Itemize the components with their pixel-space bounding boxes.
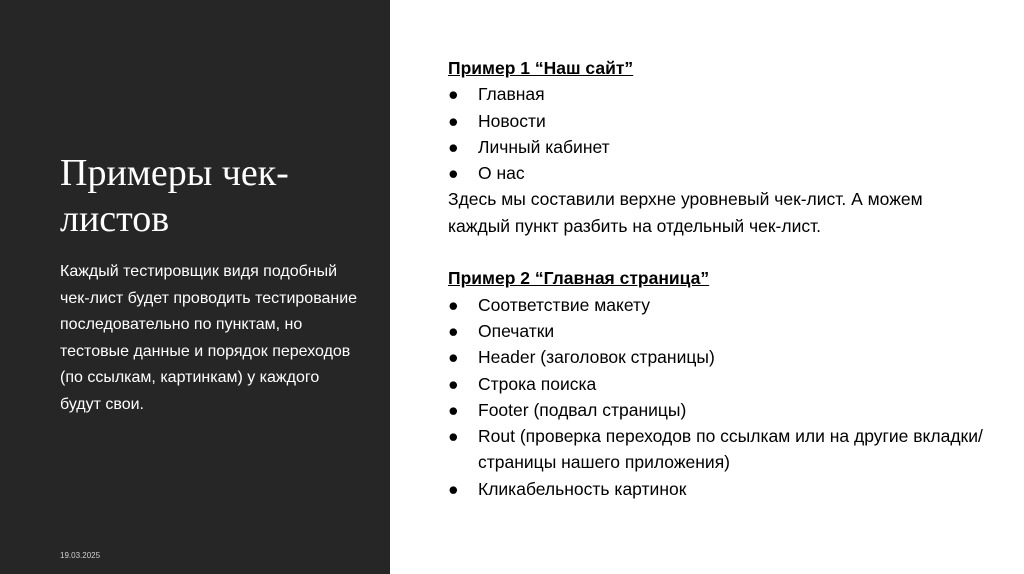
list-item xyxy=(448,108,988,134)
content-panel xyxy=(448,55,988,502)
list-item-label: Строка поиска xyxy=(478,373,597,394)
list-item-label: Личный кабинет xyxy=(478,136,610,157)
list-item xyxy=(448,134,988,160)
list-item-label: Footer (подвал страницы) xyxy=(478,399,687,420)
slide-date: 19.03.2025 xyxy=(60,551,101,560)
bullet-icon: ● xyxy=(448,478,459,499)
bullet-icon: ● xyxy=(448,294,459,315)
bullet-icon: ● xyxy=(448,84,459,105)
slide-description: Каждый тестировщик видя подобный чек-лист будет проводить тестирование последовательно по пунктам, но тестовые данные и порядок переходов (по ссылкам, картинкам) у каждого будут свои. xyxy=(60,263,358,413)
list-item-label: Главная xyxy=(478,84,545,105)
list-item xyxy=(448,476,988,502)
example-1-note: Здесь мы составили верхне уровневый чек-лист. А можем каждый пункт разбить на отдельный чек-лист. xyxy=(448,189,923,236)
list-item-label: Соответствие макету xyxy=(478,294,650,315)
list-item-label: Опечатки xyxy=(478,320,555,341)
list-item-label: Header (заголовок страницы) xyxy=(478,347,715,368)
list-item-label: Новости xyxy=(478,110,546,131)
bullet-icon: ● xyxy=(448,399,459,420)
bullet-icon: ● xyxy=(448,373,459,394)
list-item xyxy=(448,160,988,186)
bullet-icon: ● xyxy=(448,426,459,447)
list-item xyxy=(448,318,988,344)
left-panel xyxy=(0,0,390,574)
list-item xyxy=(448,81,988,107)
slide-title xyxy=(60,150,380,242)
list-item-label: О нас xyxy=(478,163,525,184)
list-item xyxy=(448,423,988,476)
example-1-list xyxy=(448,81,988,186)
slide-title-line-1: Примеры чек- xyxy=(60,152,289,194)
list-item xyxy=(448,371,988,397)
list-item xyxy=(448,292,988,318)
list-item-label: Rout (проверка переходов по ссылкам или на другие вкладки/страницы нашего приложения) xyxy=(478,426,983,473)
bullet-icon: ● xyxy=(448,347,459,368)
list-item xyxy=(448,397,988,423)
slide-title-line-2: листов xyxy=(60,198,170,240)
bullet-icon: ● xyxy=(448,136,459,157)
bullet-icon: ● xyxy=(448,163,459,184)
example-2-list xyxy=(448,292,988,502)
example-2-heading: Пример 2 “Главная страница” xyxy=(448,268,710,289)
example-1-heading: Пример 1 “Наш сайт” xyxy=(448,58,634,78)
spacer xyxy=(448,239,988,265)
list-item-label: Кликабельность картинок xyxy=(478,478,687,499)
list-item xyxy=(448,344,988,370)
bullet-icon: ● xyxy=(448,320,459,341)
bullet-icon: ● xyxy=(448,110,459,131)
